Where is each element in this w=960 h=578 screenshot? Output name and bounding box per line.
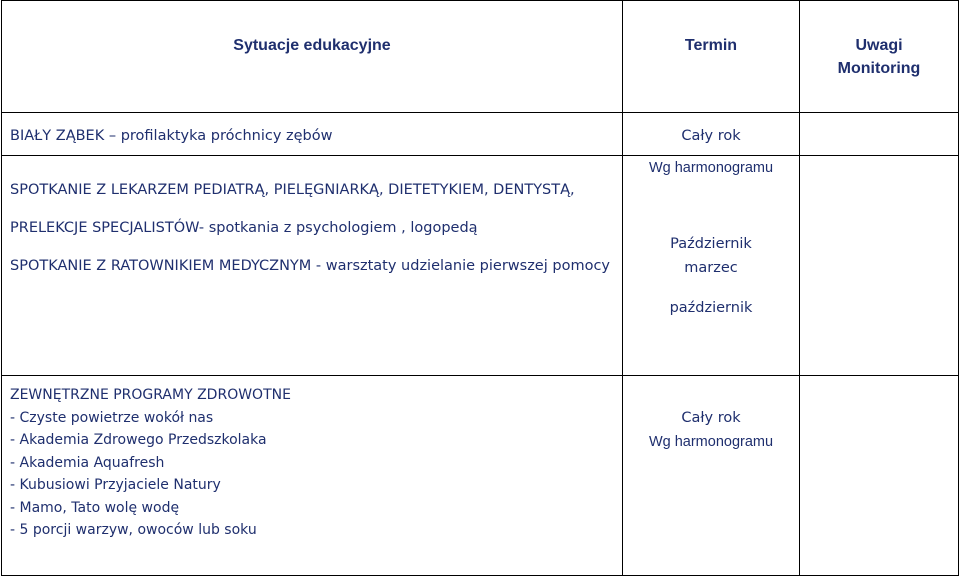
row3-term-line1: Cały rok	[681, 410, 741, 426]
row1-left	[2, 113, 623, 156]
list-item: - Akademia Zdrowego Przedszkolaka	[10, 432, 267, 448]
row2-item2-text: PRELEKCJE SPECJALISTÓW- spotkania z psychologiem , logopedą	[10, 220, 478, 236]
list-item: - Mamo, Tato wolę wodę	[10, 499, 180, 516]
row2-left	[2, 156, 623, 376]
list-item: - Akademia Aquafresh	[10, 454, 165, 471]
header-term	[623, 1, 800, 113]
row2-item3-text: SPOTKANIE Z RATOWNIKIEM MEDYCZNYM - warsztaty udzielanie pierwszej pomocy	[10, 258, 610, 274]
header-col3-line1: Uwagi	[855, 36, 903, 54]
row3-title: ZEWNĘTRZNE PROGRAMY ZDROWOTNE	[10, 387, 291, 403]
row3-left	[2, 376, 623, 576]
table-row	[2, 376, 959, 576]
row3-term	[623, 376, 800, 576]
row2-term2-line2: marzec	[684, 260, 738, 276]
table-row	[2, 113, 959, 156]
header-col2-text: Termin	[684, 37, 738, 54]
list-item: - 5 porcji warzyw, owoców lub soku	[10, 522, 257, 538]
header-col1-text: Sytuacje edukacyjne	[233, 37, 391, 54]
row1-term-text: Cały rok	[681, 128, 741, 144]
row2-term	[623, 156, 800, 376]
row2-item1-text: SPOTKANIE Z LEKARZEM PEDIATRĄ, PIELĘGNIARKĄ, DIETETYKIEM, DENTYSTĄ,	[10, 182, 575, 198]
row2-term1: Wg harmonogramu	[648, 160, 774, 176]
education-table	[1, 0, 959, 576]
header-col3-line2: Monitoring	[837, 59, 921, 77]
list-item: - Czyste powietrze wokół nas	[10, 409, 214, 426]
row3-notes	[800, 376, 959, 576]
row1-left-text: BIAŁY ZĄBEK – profilaktyka próchnicy zębów	[10, 128, 333, 144]
row1-term	[623, 113, 800, 156]
row2-term2-line1: Październik	[670, 236, 752, 252]
header-row	[2, 1, 959, 113]
row3-term-line2: Wg harmonogramu	[648, 434, 774, 450]
list-item: - Kubusiowi Przyjaciele Natury	[10, 477, 221, 493]
row2-notes	[800, 156, 959, 376]
row2-term3: październik	[669, 300, 753, 316]
header-notes-monitoring	[800, 1, 959, 113]
header-educational-situations	[2, 1, 623, 113]
row1-notes	[800, 113, 959, 156]
table-row	[2, 156, 959, 376]
